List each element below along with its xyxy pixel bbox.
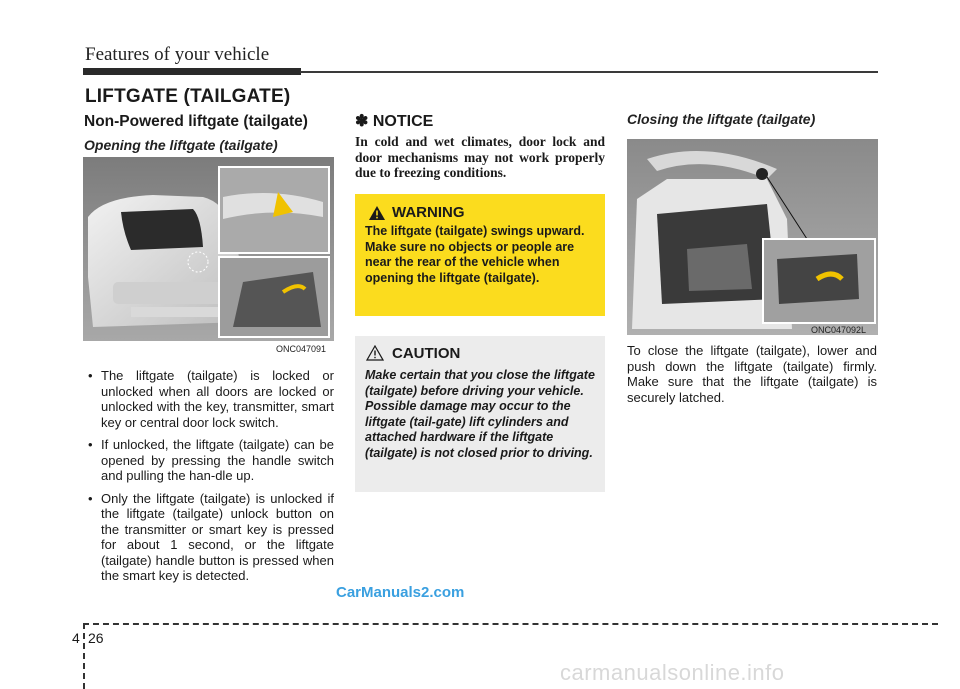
bullet-item: • The liftgate (tailgate) is locked or unlocked when all doors are locked or unlocked with the key, transmitter, smart key or central door lock switch. bbox=[84, 368, 334, 430]
section-title: LIFTGATE (TAILGATE) bbox=[85, 86, 291, 107]
figure-caption-left: ONC047091 bbox=[276, 344, 327, 354]
warning-box bbox=[355, 194, 605, 316]
header-bar bbox=[83, 68, 301, 75]
caution-title: CAUTION bbox=[392, 345, 461, 362]
opening-figure bbox=[83, 157, 334, 341]
chapter-number: 4 bbox=[72, 630, 80, 646]
warning-title: WARNING bbox=[392, 204, 465, 221]
opening-heading: Opening the liftgate (tailgate) bbox=[84, 137, 278, 153]
closing-heading: Closing the liftgate (tailgate) bbox=[627, 111, 816, 127]
site-watermark: carmanualsonline.info bbox=[560, 660, 785, 685]
subsection-title: Non-Powered liftgate (tailgate) bbox=[84, 113, 308, 130]
watermark-logo: CarManuals2.com bbox=[336, 584, 465, 601]
caution-text: Make certain that you close the liftgate (tailgate) before driving your vehicle. Possible damage may occur to the liftgate (tail-gate) lift cylinders and attached hardware if the liftgate (tailgate) is not closed prior to driving. bbox=[365, 368, 595, 460]
chapter-header-title: Features of your vehicle bbox=[85, 44, 270, 65]
caution-box bbox=[355, 336, 605, 492]
figure-caption-right: ONC047092L bbox=[811, 325, 867, 335]
page-number: 26 bbox=[88, 630, 104, 646]
suv-rear-opening-illustration bbox=[83, 157, 334, 341]
closing-figure bbox=[627, 139, 878, 335]
bullet-item: • Only the liftgate (tailgate) is unlocked if the liftgate (tailgate) unlock button on the transmitter or smart key is pressed for about 1 second, or the liftgate (tailgate) handle button is pressed when the smart key is detected. bbox=[84, 491, 334, 584]
closing-text: To close the liftgate (tailgate), lower and push down the liftgate (tailgate) firmly. Make sure that the liftgate (tailgate) is securely latched. bbox=[627, 343, 877, 405]
notice-title: ✽ NOTICE bbox=[355, 113, 434, 130]
warning-triangle-icon bbox=[368, 205, 386, 221]
bullet-list bbox=[84, 368, 334, 591]
footer-divider bbox=[83, 623, 85, 689]
warning-text: The liftgate (tailgate) swings upward. Make sure no objects or people are near the rear of the vehicle when opening the liftgate (tailgate). bbox=[365, 224, 585, 285]
suv-rear-closing-illustration bbox=[627, 139, 878, 335]
notice-text: In cold and wet climates, door lock and door mechanisms may not work properly due to freezing conditions. bbox=[355, 134, 605, 180]
header-rule bbox=[300, 71, 878, 73]
footer-rule bbox=[83, 623, 938, 625]
caution-triangle-icon bbox=[366, 345, 384, 361]
bullet-item: • If unlocked, the liftgate (tailgate) can be opened by pressing the handle switch and pulling the han-dle up. bbox=[84, 437, 334, 484]
